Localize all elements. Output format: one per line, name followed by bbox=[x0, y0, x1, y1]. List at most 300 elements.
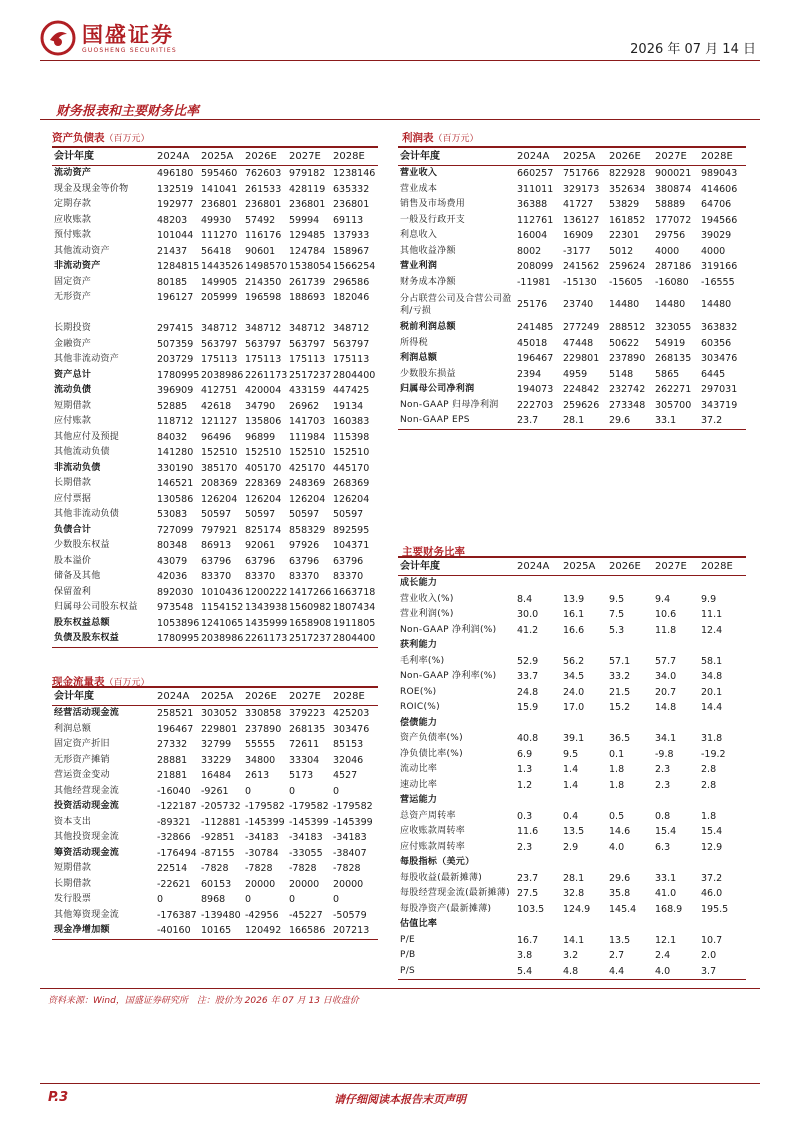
table-row bbox=[398, 948, 746, 964]
table-row bbox=[398, 576, 746, 592]
cell-value: 329173 bbox=[563, 183, 600, 195]
cell-value: 83370 bbox=[245, 571, 276, 582]
row-label: 其他应付及预提 bbox=[54, 431, 120, 442]
table-header-row bbox=[52, 687, 378, 706]
cell-value: 0 bbox=[245, 894, 252, 905]
row-label: 归属母公司股东权益 bbox=[54, 602, 138, 612]
cell-value bbox=[699, 638, 746, 654]
row-label: P/S bbox=[398, 964, 515, 980]
cell-value: 4.8 bbox=[561, 964, 607, 980]
cell-value: 303476 bbox=[701, 353, 738, 364]
cell-value: 29.6 bbox=[609, 872, 631, 884]
row-label: 利润总额 bbox=[54, 723, 92, 734]
column-header-label: 会计年度 bbox=[52, 147, 155, 166]
cell-value: 203729 bbox=[157, 354, 194, 365]
cell-value: 20000 bbox=[333, 878, 364, 890]
cell-value: 0.8 bbox=[655, 810, 671, 822]
row-label: 销售及市场费用 bbox=[400, 199, 466, 209]
cell-value: 385170 bbox=[201, 462, 238, 474]
balance-sheet-table bbox=[52, 146, 378, 648]
cell-value: 141280 bbox=[157, 447, 194, 458]
cell-value: -34183 bbox=[333, 832, 367, 843]
cell-value: -205732 bbox=[201, 801, 241, 812]
cell-value: 129485 bbox=[289, 230, 326, 241]
cell-value: 141703 bbox=[289, 416, 326, 427]
cell-value: 39029 bbox=[701, 230, 732, 241]
cell-value: 1807434 bbox=[333, 602, 376, 613]
table-row bbox=[52, 585, 378, 601]
table-row bbox=[398, 166, 746, 182]
cell-value: 2.8 bbox=[701, 779, 717, 791]
row-label: 其他经营现金流 bbox=[54, 785, 120, 796]
table-row bbox=[52, 492, 378, 508]
cell-value: 50597 bbox=[245, 509, 276, 520]
footer-disclaimer: 请仔细阅读本报告末页声明 bbox=[334, 1093, 466, 1106]
cell-value bbox=[699, 716, 746, 732]
cell-value: 16.7 bbox=[517, 934, 539, 946]
column-header-year: 2028E bbox=[699, 147, 746, 166]
cell-value: 352634 bbox=[609, 183, 646, 195]
cell-value: -92851 bbox=[201, 832, 235, 843]
cell-value: 287186 bbox=[655, 261, 692, 272]
column-header-year: 2025A bbox=[561, 557, 607, 576]
cell-value: 348712 bbox=[289, 323, 326, 334]
cell-value bbox=[561, 855, 607, 871]
cell-value bbox=[653, 638, 699, 654]
cell-value: 92061 bbox=[245, 540, 276, 551]
table-row bbox=[52, 197, 378, 213]
row-label: 固定资产 bbox=[54, 276, 92, 287]
cell-value: 237890 bbox=[609, 353, 646, 364]
cell-value bbox=[607, 855, 653, 871]
cell-value: 311011 bbox=[517, 183, 554, 195]
row-label: 利润总额 bbox=[400, 353, 438, 363]
cell-value: 5173 bbox=[289, 770, 314, 781]
cell-value: 258521 bbox=[157, 708, 194, 719]
table-header-row bbox=[398, 147, 746, 166]
table-row bbox=[52, 569, 378, 585]
table-row bbox=[52, 414, 378, 430]
cell-value: 414606 bbox=[701, 183, 738, 195]
cell-value: 412751 bbox=[201, 385, 238, 396]
cell-value: 496180 bbox=[157, 168, 194, 179]
table-row bbox=[398, 275, 746, 291]
table-row bbox=[52, 337, 378, 353]
cell-value: 33304 bbox=[289, 754, 320, 766]
cell-value: 1.8 bbox=[609, 764, 625, 775]
cell-value: 152510 bbox=[333, 447, 370, 458]
cell-value bbox=[515, 917, 561, 933]
table-row bbox=[398, 824, 746, 840]
cell-value: -40160 bbox=[155, 923, 199, 939]
row-label: ROE(%) bbox=[400, 686, 437, 697]
cell-value: 58889 bbox=[655, 199, 686, 210]
cell-value: -34183 bbox=[289, 832, 323, 843]
cell-value: 319166 bbox=[701, 261, 738, 272]
cell-value: 14480 bbox=[655, 299, 686, 311]
row-label: 其他流动负债 bbox=[54, 447, 110, 457]
cell-value: 261739 bbox=[289, 276, 326, 288]
cell-value: 11.6 bbox=[517, 826, 539, 837]
cell-value: 175113 bbox=[333, 354, 370, 365]
column-header-year: 2028E bbox=[331, 687, 378, 706]
cell-value: 0.4 bbox=[563, 810, 579, 822]
cell-value: -122187 bbox=[157, 801, 197, 812]
cell-value: 3.7 bbox=[699, 964, 746, 980]
cell-value: 20.1 bbox=[701, 686, 723, 698]
cell-value: 288512 bbox=[609, 322, 646, 333]
cell-value: 46.0 bbox=[701, 888, 723, 899]
cell-value: 2.4 bbox=[655, 950, 671, 961]
logo-name-cn: 国盛证券 bbox=[82, 22, 174, 47]
cell-value: 54919 bbox=[655, 337, 686, 349]
cell-value: 28881 bbox=[157, 754, 188, 766]
cell-value bbox=[243, 306, 287, 322]
cell-value: 379223 bbox=[289, 708, 326, 719]
cell-value: 14.1 bbox=[563, 934, 585, 946]
cell-value: 43079 bbox=[157, 555, 188, 567]
row-label: 少数股东损益 bbox=[400, 368, 456, 379]
cell-value: 86913 bbox=[201, 540, 232, 551]
cell-value: -50579 bbox=[333, 909, 367, 921]
cell-value: 5865 bbox=[655, 368, 680, 380]
cell-value: 23.7 bbox=[517, 872, 539, 884]
row-label: 总资产周转率 bbox=[400, 810, 456, 821]
cell-value: 1.2 bbox=[517, 779, 533, 791]
cell-value: 50597 bbox=[289, 509, 320, 520]
cell-value: 8002 bbox=[517, 245, 542, 257]
table-row bbox=[398, 413, 746, 429]
table-row bbox=[52, 631, 378, 647]
cell-value: 12.4 bbox=[701, 624, 723, 636]
cell-value bbox=[155, 306, 199, 322]
cell-value: 132519 bbox=[157, 183, 194, 195]
row-label: Non-GAAP 归母净利润 bbox=[400, 399, 499, 410]
cell-value bbox=[199, 306, 243, 322]
cell-value: 137933 bbox=[333, 230, 370, 241]
cell-value: 20.7 bbox=[655, 686, 677, 698]
table-row bbox=[52, 908, 378, 924]
table-row bbox=[398, 228, 746, 244]
cell-value: 348712 bbox=[245, 323, 282, 334]
cell-value: 635332 bbox=[333, 183, 370, 195]
table-row bbox=[52, 784, 378, 800]
table-row bbox=[52, 861, 378, 877]
cell-value: 85153 bbox=[333, 739, 364, 750]
cell-value: -179582 bbox=[333, 801, 373, 812]
cell-value: 16.6 bbox=[563, 624, 585, 636]
cell-value: 1538054 bbox=[289, 261, 331, 272]
cell-value: 145.4 bbox=[609, 903, 637, 915]
cell-value: 130586 bbox=[157, 493, 194, 505]
table-row bbox=[52, 213, 378, 229]
cell-value: 563797 bbox=[245, 338, 282, 350]
section-divider bbox=[40, 119, 760, 120]
cell-value: 5148 bbox=[609, 368, 634, 380]
cell-value: 34790 bbox=[245, 400, 276, 412]
row-label: 所得税 bbox=[400, 337, 428, 348]
table-row bbox=[52, 830, 378, 846]
cell-value: 297031 bbox=[701, 384, 738, 395]
cell-value: 21437 bbox=[157, 245, 188, 257]
company-logo bbox=[40, 18, 177, 58]
cell-value bbox=[561, 638, 607, 654]
cell-value: 1911805 bbox=[333, 617, 376, 629]
income-statement-title-text: 利润表 bbox=[402, 132, 434, 144]
table-row bbox=[52, 290, 378, 306]
cell-value: 34.8 bbox=[701, 671, 723, 682]
cell-value: 34.1 bbox=[655, 733, 677, 744]
cell-value: 196127 bbox=[157, 292, 194, 303]
cell-value: 563797 bbox=[289, 338, 326, 350]
cell-value: -15130 bbox=[563, 276, 597, 288]
cell-value: 48203 bbox=[157, 214, 188, 226]
table-row bbox=[398, 747, 746, 763]
table-row bbox=[52, 306, 378, 322]
cell-value: 84032 bbox=[157, 431, 188, 443]
cell-value: -30784 bbox=[245, 847, 279, 859]
cell-value: 161852 bbox=[609, 214, 646, 226]
cell-value: 36.5 bbox=[609, 733, 631, 744]
row-label: 少数股东权益 bbox=[54, 540, 110, 550]
cell-value: 259624 bbox=[609, 261, 646, 272]
row-label: 定期存款 bbox=[54, 199, 92, 209]
cell-value: 28.1 bbox=[561, 413, 607, 429]
cell-value: 207213 bbox=[331, 923, 378, 939]
cell-value: 1498570 bbox=[245, 261, 287, 272]
row-label: 其他筹资现金流 bbox=[54, 909, 120, 920]
column-header-year: 2024A bbox=[515, 557, 561, 576]
cell-value bbox=[515, 716, 561, 732]
cell-value: 33.7 bbox=[517, 671, 539, 682]
column-header-year: 2026E bbox=[243, 147, 287, 166]
row-label bbox=[52, 306, 155, 322]
cell-value: -3177 bbox=[563, 245, 591, 257]
cell-value: 80185 bbox=[157, 276, 188, 288]
cell-value: 7.5 bbox=[609, 609, 625, 620]
row-label: 成长能力 bbox=[400, 578, 438, 588]
table-row bbox=[52, 600, 378, 616]
table-row bbox=[52, 507, 378, 523]
cell-value: 32046 bbox=[333, 754, 364, 766]
cell-value: 343719 bbox=[701, 399, 738, 411]
cell-value: 57492 bbox=[245, 214, 276, 226]
cell-value: 4000 bbox=[701, 245, 726, 257]
cell-value: 80348 bbox=[157, 540, 188, 551]
row-label: 保留盈利 bbox=[54, 586, 92, 597]
column-header-year: 2026E bbox=[243, 687, 287, 706]
cell-value bbox=[699, 855, 746, 871]
cell-value: 2394 bbox=[517, 368, 542, 380]
cell-value: 141041 bbox=[201, 183, 238, 195]
cell-value: 297415 bbox=[157, 323, 194, 334]
cell-value: 16484 bbox=[201, 770, 232, 781]
cell-value: 825174 bbox=[245, 524, 282, 536]
cell-value: 196598 bbox=[245, 292, 282, 303]
cell-value: 228369 bbox=[245, 478, 282, 489]
row-label: Non-GAAP 净利润(%) bbox=[400, 624, 497, 635]
cell-value: 13.9 bbox=[563, 593, 585, 605]
row-label: 偿债能力 bbox=[400, 717, 438, 728]
row-label: 储备及其他 bbox=[54, 571, 101, 581]
cell-value: 34800 bbox=[245, 754, 276, 766]
cell-value: 21.5 bbox=[609, 686, 631, 698]
table-row bbox=[52, 321, 378, 337]
row-label: 短期借款 bbox=[54, 400, 92, 411]
cell-value bbox=[653, 793, 699, 809]
row-label: 应付票据 bbox=[54, 493, 92, 504]
cell-value: -176494 bbox=[157, 847, 197, 859]
cell-value: 660257 bbox=[517, 168, 554, 179]
cell-value: 1.8 bbox=[701, 810, 717, 822]
cell-value: 2261173 bbox=[245, 369, 287, 381]
cell-value: 96899 bbox=[245, 431, 276, 443]
cell-value: 900021 bbox=[655, 168, 692, 179]
cell-value: 303052 bbox=[201, 708, 238, 719]
cell-value: -7828 bbox=[245, 863, 273, 874]
cell-value: 56418 bbox=[201, 245, 232, 257]
row-label: 预付账款 bbox=[54, 230, 92, 240]
cell-value: 126204 bbox=[201, 493, 238, 505]
cash-flow-unit: （百万元） bbox=[104, 678, 150, 688]
cell-value: -19.2 bbox=[701, 748, 726, 760]
cell-value: 751766 bbox=[563, 168, 600, 179]
cell-value: 14480 bbox=[609, 299, 640, 311]
cell-value: 2.3 bbox=[655, 764, 671, 775]
cell-value: 4.0 bbox=[653, 964, 699, 980]
table-row bbox=[52, 877, 378, 893]
cell-value: 273348 bbox=[609, 399, 646, 411]
cell-value: 97926 bbox=[289, 540, 320, 551]
column-header-year: 2026E bbox=[607, 557, 653, 576]
cell-value bbox=[653, 855, 699, 871]
table-row bbox=[398, 623, 746, 639]
cell-value: 1566254 bbox=[333, 261, 376, 272]
cell-value: 15.4 bbox=[701, 826, 723, 837]
table-row bbox=[398, 793, 746, 809]
cell-value: 305700 bbox=[655, 399, 692, 411]
cell-value: 57.1 bbox=[609, 655, 631, 667]
balance-sheet-unit: （百万元） bbox=[104, 134, 150, 144]
cell-value: 35.8 bbox=[609, 888, 631, 899]
cell-value: 37.2 bbox=[699, 413, 746, 429]
cell-value: 3.2 bbox=[563, 950, 579, 961]
cell-value: 112761 bbox=[517, 214, 554, 226]
cell-value: 6445 bbox=[701, 368, 726, 380]
row-label: 分占联营公司及合营公司盈利/亏损 bbox=[400, 294, 512, 316]
report-date: 2026 年 07 月 14 日 bbox=[630, 42, 756, 57]
row-label: 现金及现金等价物 bbox=[54, 183, 129, 194]
cell-value: 16004 bbox=[517, 230, 548, 241]
column-header-year: 2028E bbox=[331, 147, 378, 166]
cell-value: 277249 bbox=[563, 322, 600, 333]
cell-value: 1.3 bbox=[517, 764, 533, 775]
row-label: 投资活动现金流 bbox=[54, 801, 120, 811]
cell-value: -89321 bbox=[157, 816, 191, 828]
row-label: ROIC(%) bbox=[400, 702, 440, 712]
cell-value: -179582 bbox=[245, 801, 285, 812]
cell-value: 69113 bbox=[333, 214, 364, 226]
table-row bbox=[52, 461, 378, 477]
cash-flow-title-text: 现金流量表 bbox=[52, 676, 105, 688]
cell-value: 12.1 bbox=[655, 934, 677, 946]
cell-value: 229801 bbox=[563, 353, 600, 364]
cell-value: 236801 bbox=[201, 199, 238, 210]
cell-value: 2.0 bbox=[701, 950, 717, 961]
cell-value: 23740 bbox=[563, 299, 594, 311]
cell-value: 124784 bbox=[289, 245, 326, 257]
table-header-row bbox=[52, 147, 378, 166]
cell-value: 2804400 bbox=[331, 631, 378, 647]
cell-value: 222703 bbox=[517, 399, 554, 411]
cell-value: 447425 bbox=[333, 385, 370, 396]
table-row bbox=[398, 197, 746, 213]
cell-value: 175113 bbox=[201, 354, 238, 365]
cell-value bbox=[561, 917, 607, 933]
cell-value: 241485 bbox=[517, 322, 554, 333]
cell-value: -42956 bbox=[245, 909, 279, 921]
cell-value: 50622 bbox=[609, 337, 640, 349]
row-label: 长期借款 bbox=[54, 878, 92, 889]
income-statement-title bbox=[402, 130, 479, 145]
row-label: 负债及股东权益 bbox=[52, 631, 155, 647]
cell-value bbox=[607, 638, 653, 654]
cell-value: 56.2 bbox=[563, 655, 585, 667]
row-label: 获利能力 bbox=[400, 640, 438, 650]
cell-value: 323055 bbox=[655, 322, 692, 333]
cell-value bbox=[515, 855, 561, 871]
row-label: 营运能力 bbox=[400, 795, 438, 805]
row-label: 其他流动资产 bbox=[54, 245, 110, 256]
table-row bbox=[398, 654, 746, 670]
cell-value: 563797 bbox=[333, 338, 370, 350]
cell-value: 1343938 bbox=[245, 602, 287, 613]
cell-value: 21881 bbox=[157, 770, 188, 781]
table-row bbox=[52, 538, 378, 554]
table-row bbox=[398, 213, 746, 229]
cash-flow-table bbox=[52, 686, 378, 940]
table-row bbox=[398, 700, 746, 716]
cell-value: 28.1 bbox=[563, 872, 585, 884]
row-label: 负债合计 bbox=[54, 524, 92, 535]
cell-value: 1780995 bbox=[155, 631, 199, 647]
cell-value: -15605 bbox=[609, 276, 643, 288]
cell-value bbox=[515, 638, 561, 654]
cell-value: 36388 bbox=[517, 199, 548, 210]
cell-value: 1.4 bbox=[563, 764, 579, 775]
cell-value: 34.5 bbox=[563, 671, 585, 682]
cell-value: 15.4 bbox=[655, 826, 677, 837]
cell-value: 42036 bbox=[157, 571, 188, 582]
cell-value: 188693 bbox=[289, 292, 326, 303]
row-label: 每股净资产(最新摊薄) bbox=[400, 903, 492, 914]
row-label: 其他投资现金流 bbox=[54, 832, 120, 842]
cell-value: 0.3 bbox=[517, 810, 533, 822]
cell-value: 192977 bbox=[157, 199, 194, 210]
source-divider bbox=[40, 988, 760, 989]
cell-value: 425203 bbox=[333, 708, 370, 719]
cell-value: 83370 bbox=[333, 571, 364, 582]
cell-value: 24.0 bbox=[563, 686, 585, 698]
cell-value: 33.1 bbox=[655, 872, 677, 884]
row-label: 估值比率 bbox=[400, 919, 438, 929]
cell-value: 979182 bbox=[289, 168, 326, 179]
cell-value: 2.3 bbox=[655, 779, 671, 791]
table-row bbox=[398, 886, 746, 902]
cell-value: 507359 bbox=[157, 338, 194, 350]
cell-value: 858329 bbox=[289, 524, 326, 536]
cell-value: 14.8 bbox=[655, 702, 677, 713]
